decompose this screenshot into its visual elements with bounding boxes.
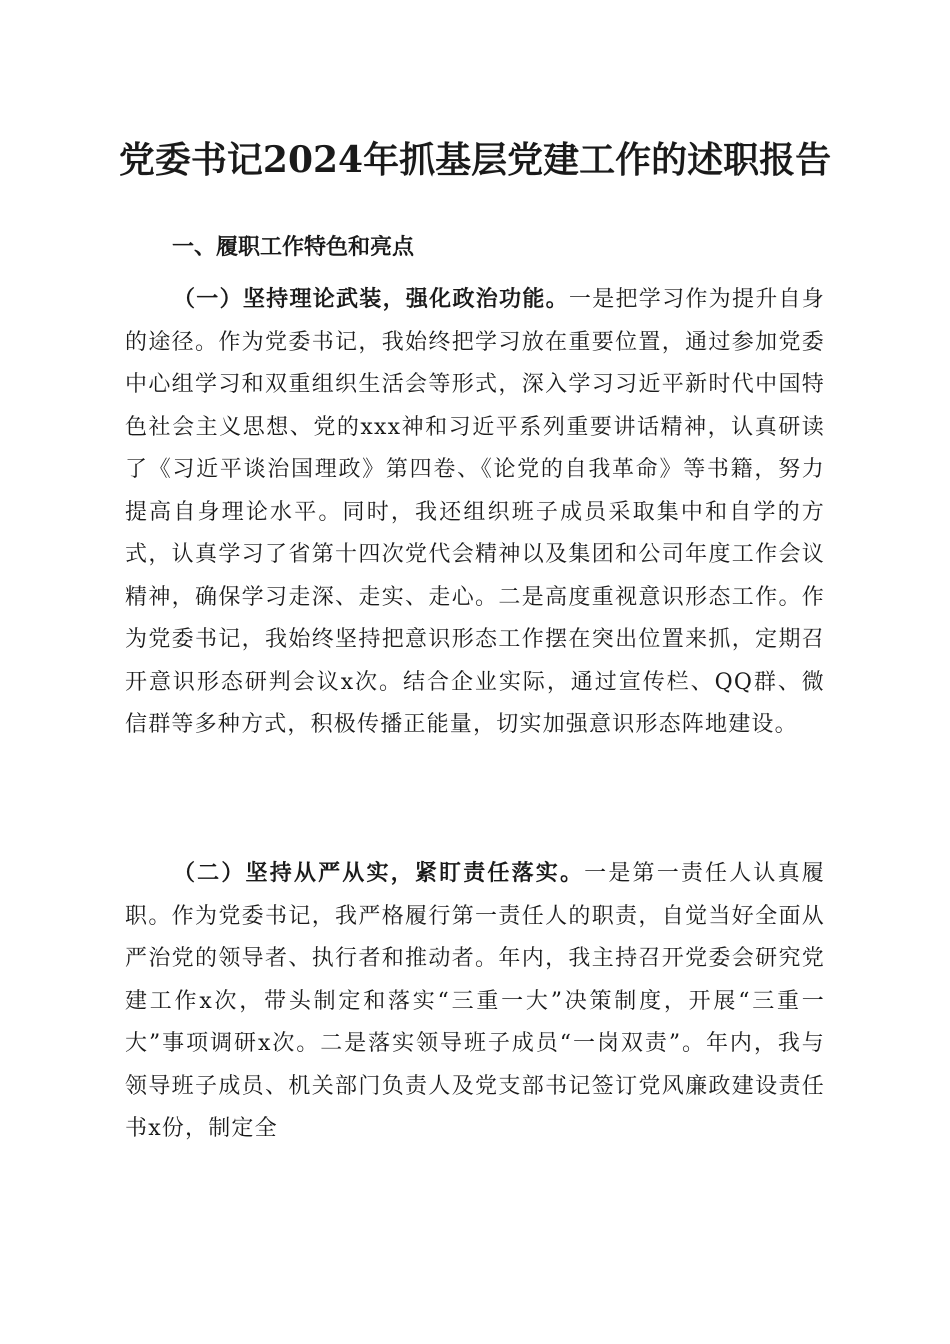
paragraph-2-title: （二）坚持从严从实，紧盯责任落实。 [173,861,585,886]
paragraph-1 [125,279,825,747]
paragraph-2-body: 一是第一责任人认真履职。作为党委书记，我严格履行第一责任人的职责，自觉当好全面从严治党的领导者、执行者和推动者。年内，我主持召开党委会研究党建工作x次，带头制定和落实“三重一大”决策制度，开展“三重一大”事项调研x次。二是落实领导班子成员“一岗双责”。年内，我与领导班子成员、机关部门负责人及党支部书记签订党风廉政建设责任书x份，制定全 [125,861,825,1141]
paragraph-2 [125,853,825,1151]
section-heading: 一、履职工作特色和亮点 [172,235,415,260]
document-title: 党委书记2024年抓基层党建工作的述职报告 [118,139,832,181]
paragraph-1-body: 一是把学习作为提升自身的途径。作为党委书记，我始终把学习放在重要位置，通过参加党委中心组学习和双重组织生活会等形式，深入学习习近平新时代中国特色社会主义思想、党的xxx神和习近平系列重要讲话精神，认真研读了《习近平谈治国理政》第四卷、《论党的自我革命》等书籍，努力提高自身理论水平。同时，我还组织班子成员采取集中和自学的方式，认真学习了省第十四次党代会精神以及集团和公司年度工作会议精神，确保学习走深、走实、走心。二是高度重视意识形态工作。作为党委书记，我始终坚持把意识形态工作摆在突出位置来抓，定期召开意识形态研判会议x次。结合企业实际，通过宣传栏、QQ群、微信群等多种方式，积极传播正能量，切实加强意识形态阵地建设。 [125,287,826,737]
paragraph-1-title: （一）坚持理论武装，强化政治功能。 [173,287,569,312]
